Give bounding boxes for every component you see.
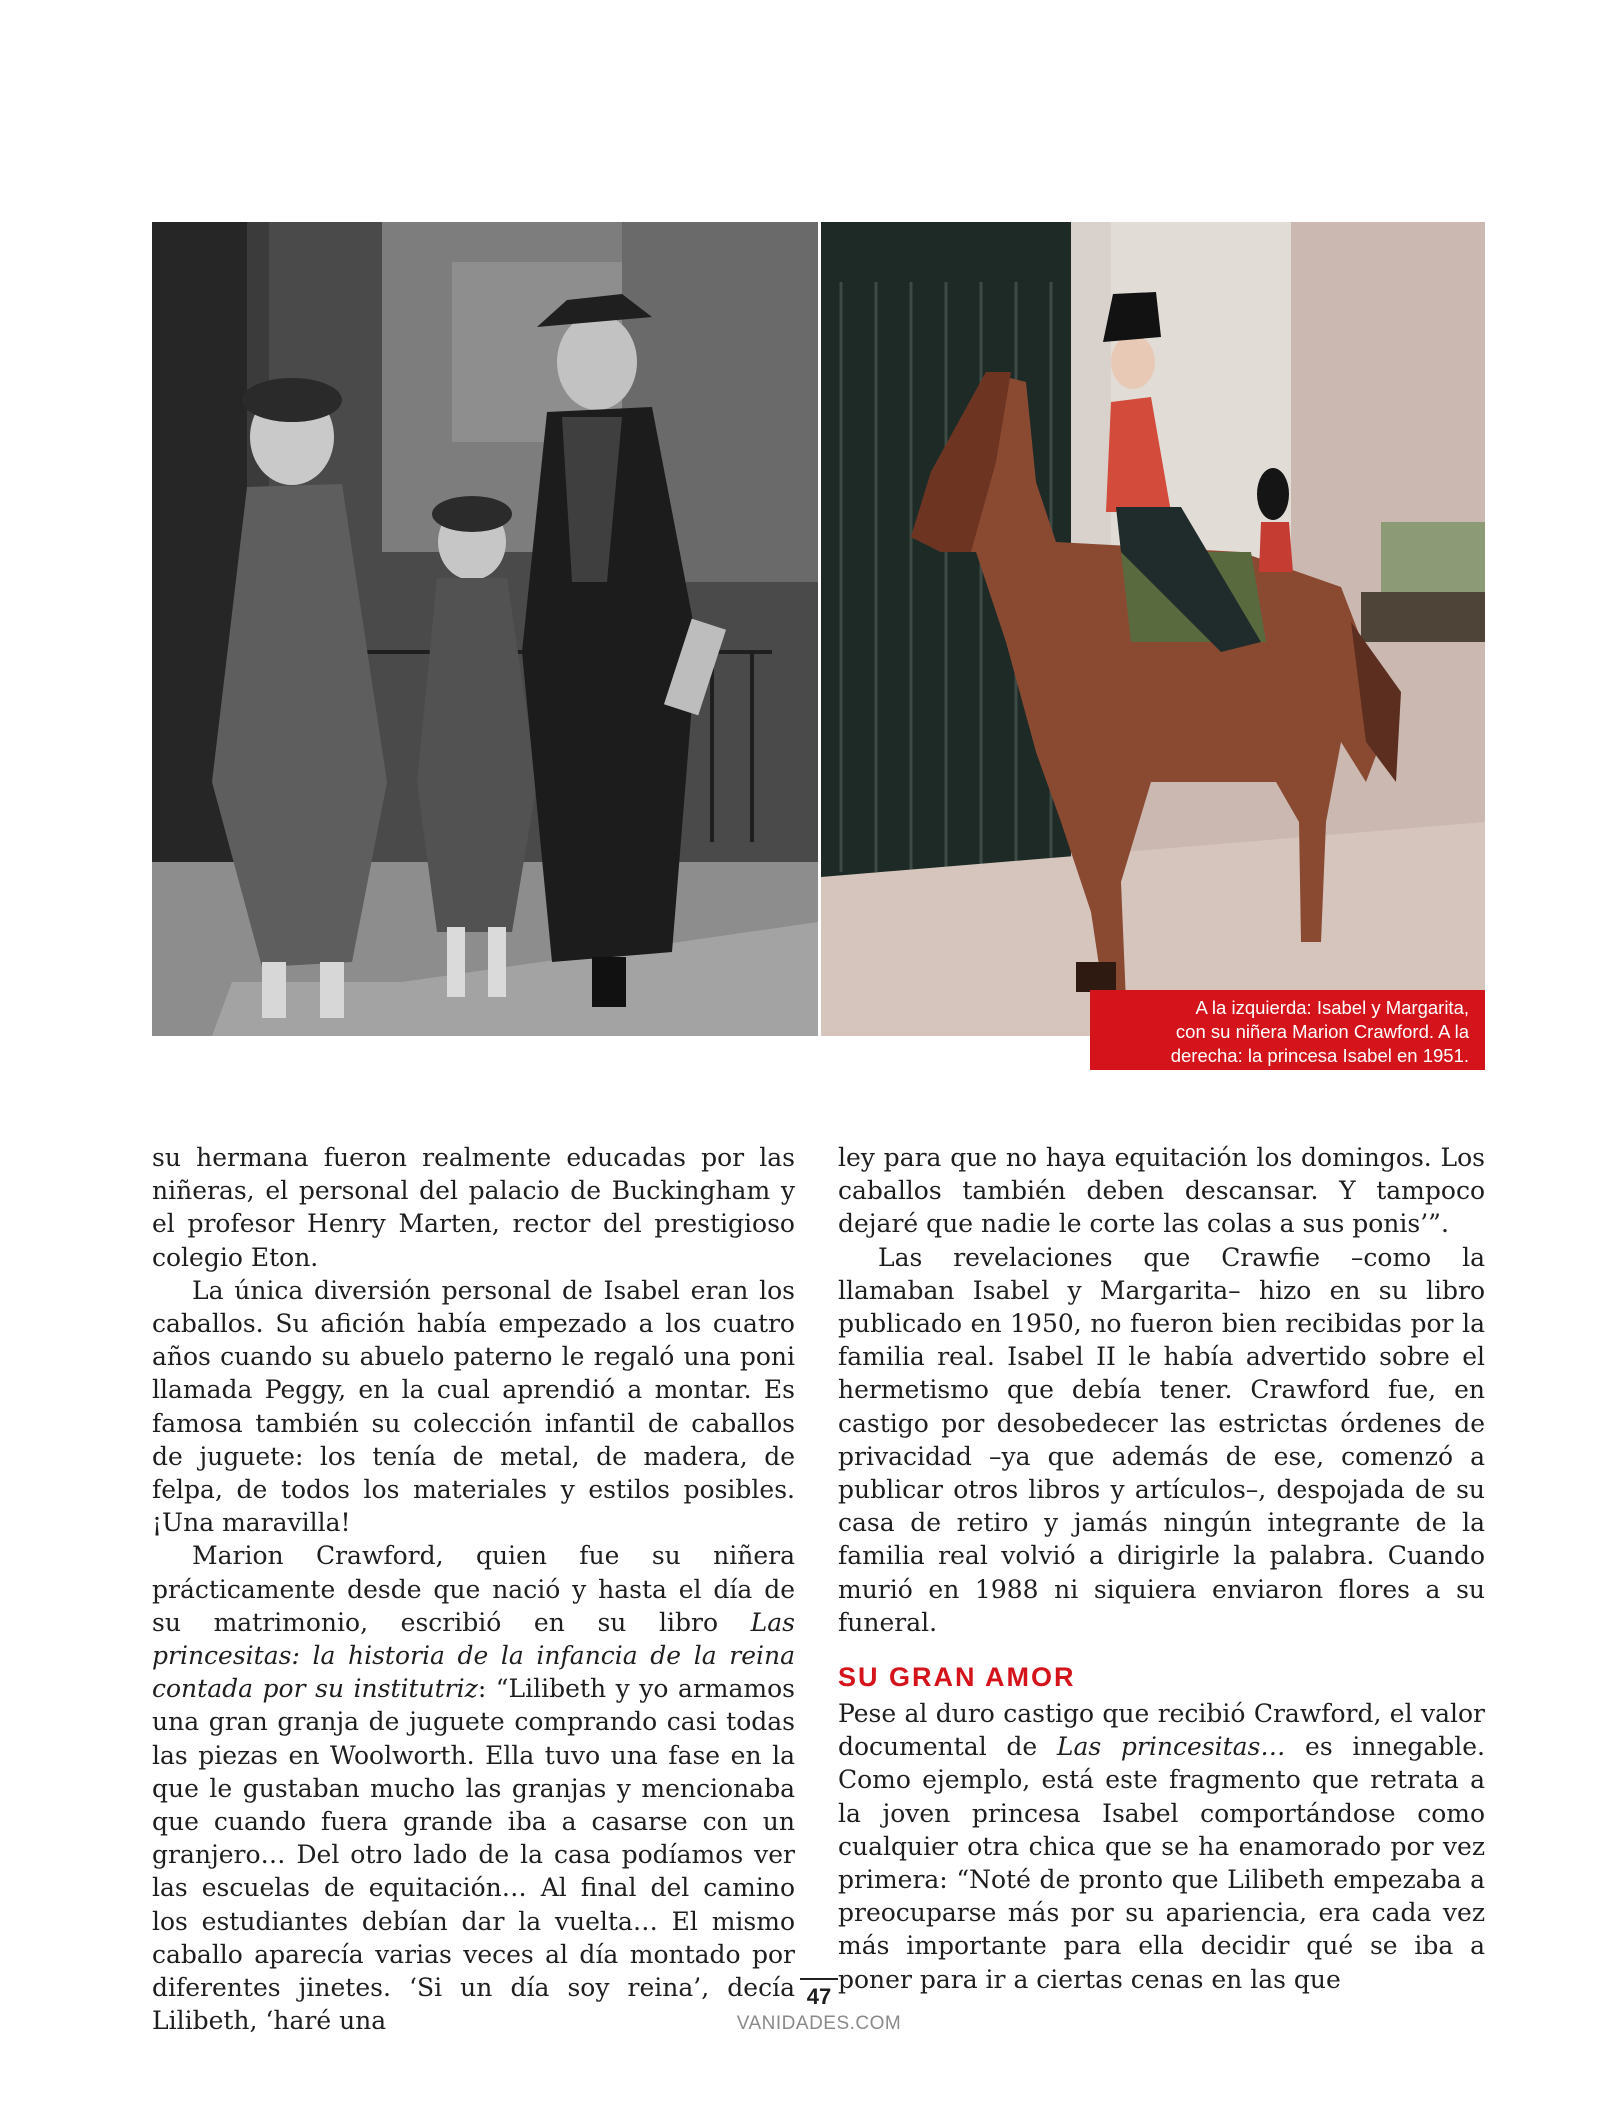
article-column-left: [152, 1141, 795, 2037]
paragraph-text: : “Lilibeth y yo armamos una gran granja de juguete comprando casi todas las piezas en Woolworth. Ella tuvo una fase en la que le gustaban mucho las granjas y mencionaba que cuando fuera grande iba a casarse con un granjero… Del otro lado de la casa podíamos ver las escuelas de equitación… Al final del camino los estudiantes debían dar la vuelta… El mismo caballo aparecía varias veces al día montado por diferentes jinetes. ‘Si un día soy reina’, decía Lilibeth, ‘haré una: [152, 1674, 795, 2036]
photo-right-illustration: [821, 222, 1485, 1036]
paragraph: ley para que no haya equitación los domingos. Los caballos también deben descansar. Y tampoco dejaré que nadie le corte las colas a sus ponis’”.: [838, 1143, 1485, 1239]
caption-line: con su niñera Marion Crawford. A la: [1175, 1021, 1469, 1042]
website-url: VANIDADES.COM: [736, 2013, 902, 2034]
book-title: Las princesitas…: [1056, 1732, 1286, 1762]
photo-caption: [1090, 990, 1485, 1070]
book-title: Las princesitas: la historia de la infancia de la reina contada por su institutriz: [152, 1607, 795, 1704]
photo-spread: [152, 222, 1485, 1036]
paragraph-text: es innegable. Como ejemplo, está este fragmento que retrata a la joven princesa Isabel comportándose como cualquier otra chica que se ha enamorado por vez primera: “Noté de pronto que Lilibeth empezaba a preocuparse más por su apariencia, era cada vez más importante para ella decidir qué se iba a poner para ir a ciertas cenas en las que: [838, 1732, 1485, 1994]
caption-line: A la izquierda: Isabel y Margarita,: [1195, 997, 1469, 1018]
photo-right-color: [821, 222, 1485, 1036]
section-subheading: SU GRAN AMOR: [838, 1662, 1076, 1693]
photo-left-illustration: [152, 222, 818, 1036]
page-number-rule: [800, 1978, 838, 1980]
paragraph: Las revelaciones que Crawfie –como la llamaban Isabel y Margarita– hizo en su libro publicado en 1950, no fueron bien recibidas por la familia real. Isabel II le había advertido sobre el hermetismo que debía tener. Crawford fue, en castigo por desobedecer las estrictas órdenes de privacidad –ya que además de ese, comenzó a publicar otros libros y artículos–, despojada de su casa de retiro y jamás ningún integrante de la familia real volvió a dirigirle la palabra. Cuando murió en 1988 ni siquiera enviaron flores a su funeral.: [838, 1242, 1485, 1637]
paragraph: [838, 1697, 1485, 1996]
photo-left-black-and-white: [152, 222, 818, 1036]
paragraph: su hermana fueron realmente educadas por las niñeras, el personal del palacio de Buckingham y el profesor Henry Marten, rector del prestigioso colegio Eton.: [152, 1143, 795, 1272]
paragraph-text: Marion Crawford, quien fue su niñera prácticamente desde que nació y hasta el día de su matrimonio, escribió en su libro: [152, 1541, 795, 1637]
page-number: 47: [806, 1984, 832, 2009]
paragraph-text: Pese al duro castigo que recibió Crawford, el valor documental de: [838, 1699, 1485, 1762]
paragraph: [152, 1539, 795, 2037]
paragraph: La única diversión personal de Isabel eran los caballos. Su afición había empezado a los cuatro años cuando su abuelo paterno le regaló una poni llamada Peggy, en la cual aprendió a montar. Es famosa también su colección infantil de caballos de juguete: los tenía de metal, de madera, de felpa, de todos los materiales y estilos posibles. ¡Una maravilla!: [152, 1275, 795, 1538]
article-column-right: [838, 1141, 1485, 1996]
caption-line: derecha: la princesa Isabel en 1951.: [1170, 1045, 1469, 1066]
